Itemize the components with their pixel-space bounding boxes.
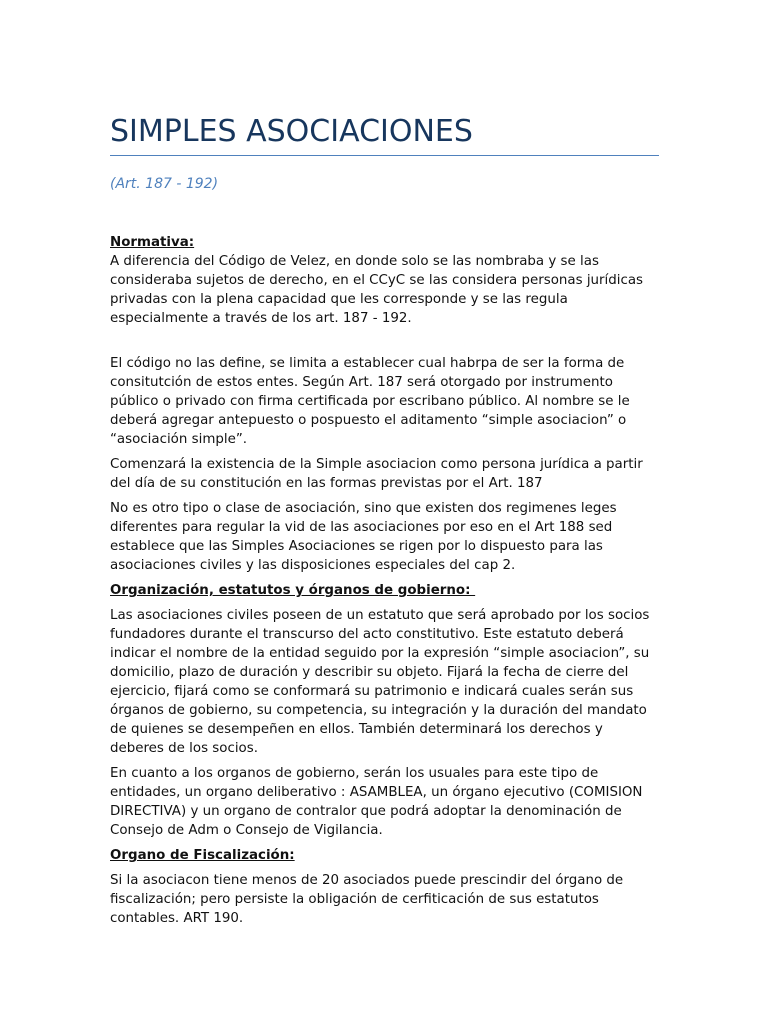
paragraph: En cuanto a los organos de gobierno, serán los usuales para este tipo de entidades, un organo deliberativo : ASAMBLEA, un órgano ejecutivo (COMISION DIRECTIVA) y un organo de contralor que podrá adoptar la denominación de Consejo de Adm o Consejo de Vigilancia.: [110, 766, 643, 838]
section-heading-organizacion: Organización, estatutos y órganos de gobierno:: [110, 583, 476, 598]
document-title: SIMPLES ASOCIACIONES: [110, 114, 473, 149]
paragraph: Comenzará la existencia de la Simple asociacion como persona jurídica a partir del día de su constitución en las formas previstas por el Art. 187: [110, 457, 643, 491]
paragraph: A diferencia del Código de Velez, en donde solo se las nombraba y se las consideraba sujetos de derecho, en el CCyC se las considera personas jurídicas privadas con la plena capacidad que les corresponde y se las regula especialmente a través de los art. 187 - 192.: [110, 254, 644, 326]
paragraph: Las asociaciones civiles poseen de un estatuto que será aprobado por los socios fundadores durante el transcurso del acto constitutivo. Este estatuto deberá indicar el nombre de la entidad seguido por la expresión “simple asociacion”, su domicilio, plazo de duración y describir su objeto. Fijará la fecha de cierre del ejercicio, fijará como se conformará su patrimonio e indicará cuales serán sus órganos de gobierno, su competencia, su integración y la duración del mandato de quienes se desempeñen en ellos. También determinará los derechos y deberes de los socios.: [110, 608, 650, 756]
paragraph: Si la asociacon tiene menos de 20 asociados puede prescindir del órgano de fiscalización; pero persiste la obligación de cerfiticación de sus estatutos contables. ART 190.: [110, 873, 624, 926]
document-body: [110, 233, 658, 928]
paragraph: El código no las define, se limita a establecer cual habrpa de ser la forma de consitutción de estos entes. Según Art. 187 será otorgado por instrumento público o privado con firma certificada por escribano público. Al nombre se le deberá agregar antepuesto o pospuesto el aditamento “simple asociacion” o “asociación simple”.: [110, 356, 630, 447]
title-underline: [110, 155, 659, 156]
paragraph: No es otro tipo o clase de asociación, sino que existen dos regimenes leges diferentes para regular la vid de las asociaciones por eso en el Art 188 sed establece que las Simples Asociaciones se rigen por lo dispuesto para las asociaciones civiles y las disposiciones especiales del cap 2.: [110, 501, 617, 573]
section-heading-normativa: Normativa:: [110, 235, 195, 250]
section-heading-fiscalizacion: Organo de Fiscalización:: [110, 848, 295, 863]
document-subtitle: (Art. 187 - 192): [110, 176, 219, 192]
